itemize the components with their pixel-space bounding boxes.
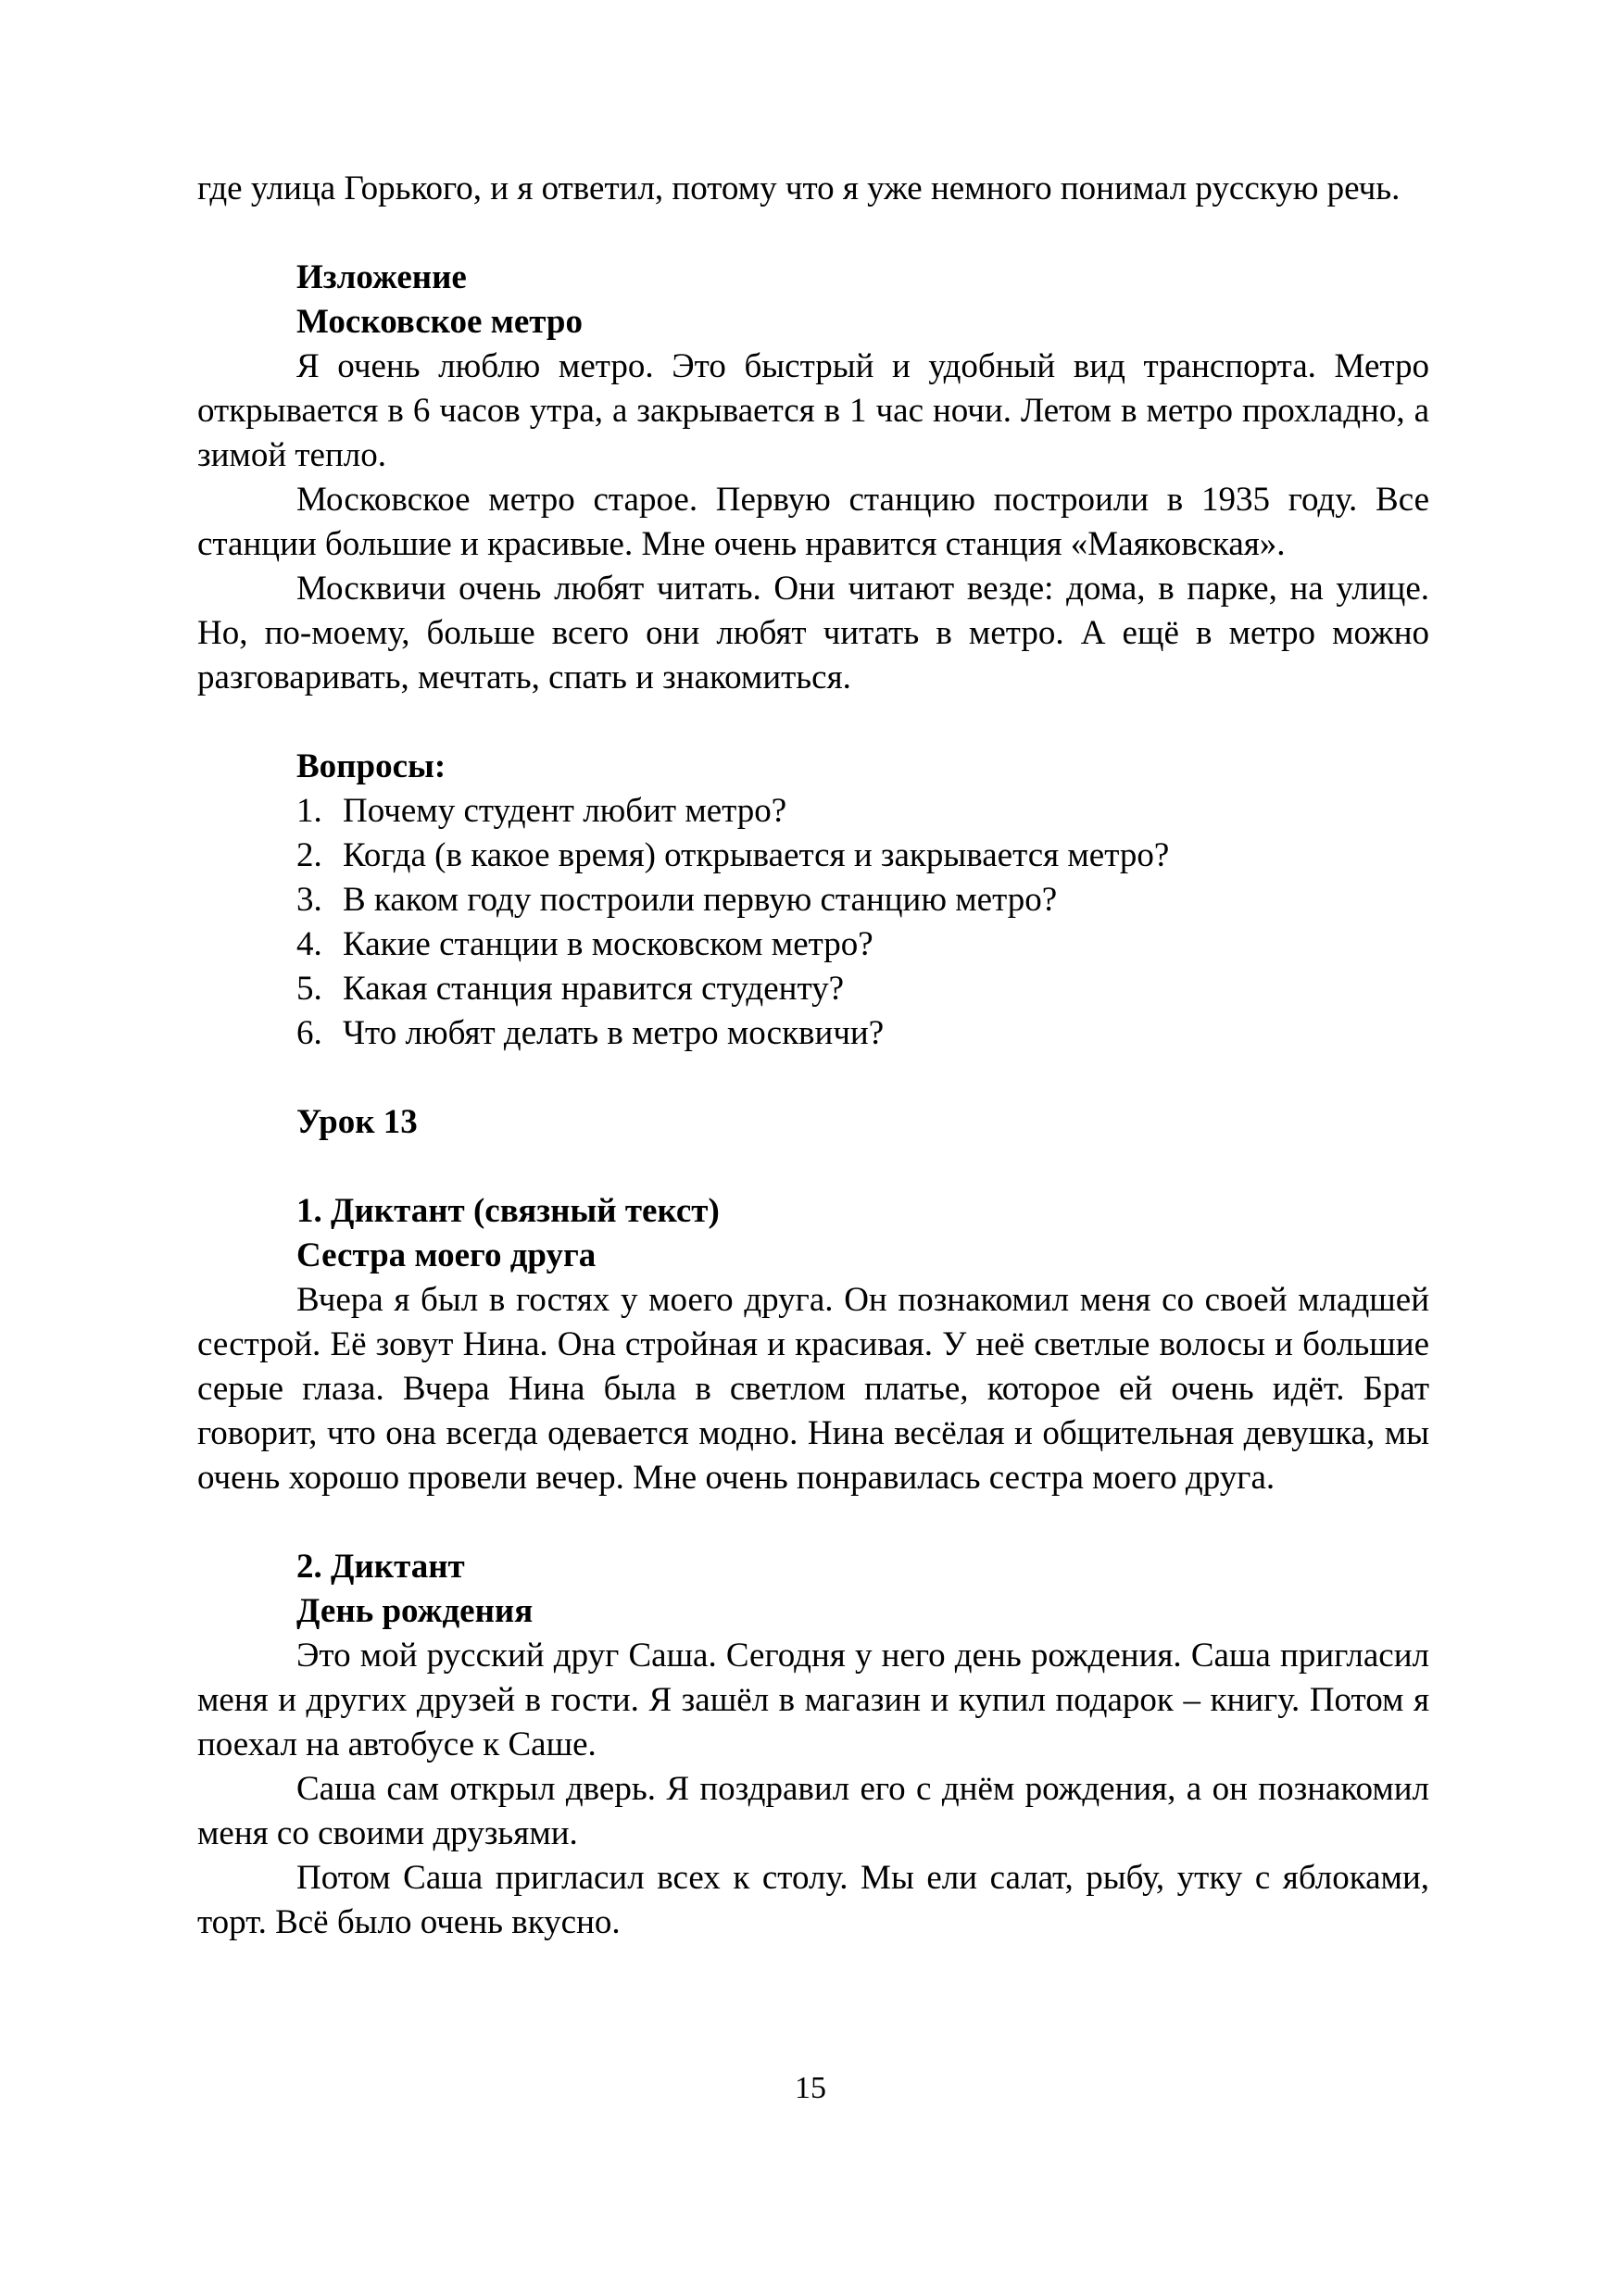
dictation1-label: 1. Диктант (связный текст) <box>296 1192 720 1230</box>
list-item-text: Какая станция нравится студенту? <box>343 970 845 1008</box>
list-item <box>296 878 1429 922</box>
section-title-metro: Московское метро <box>296 303 583 341</box>
spacer <box>197 1145 1429 1189</box>
list-item-number: 5. <box>296 970 322 1008</box>
paragraph: Московское метро старое. Первую станцию построили в 1935 году. Все станции большие и красивые. Мне очень нравится станция «Маяковская». <box>197 481 1429 563</box>
paragraph: Москвичи очень любят читать. Они читают везде: дома, в парке, на улице. Но, по-моему, больше всего они любят читать в метро. А ещё в метро можно разговаривать, мечтать, спать и знакомиться. <box>197 570 1429 696</box>
list-item-text: В каком году построили первую станцию метро? <box>343 881 1058 919</box>
list-item <box>296 789 1429 834</box>
intro-paragraph: где улица Горького, и я ответил, потому что я уже немного понимал русскую речь. <box>197 169 1401 207</box>
paragraph: Я очень люблю метро. Это быстрый и удобный вид транспорта. Метро открывается в 6 часов утра, а закрывается в 1 час ночи. Летом в метро прохладно, а зимой тепло. <box>197 347 1429 474</box>
list-item <box>296 967 1429 1011</box>
page-content <box>197 167 1429 1945</box>
list-item <box>296 922 1429 967</box>
list-item-number: 3. <box>296 881 322 919</box>
list-item-text: Какие станции в московском метро? <box>343 925 873 963</box>
list-item-text: Почему студент любит метро? <box>343 792 787 830</box>
list-item <box>296 834 1429 878</box>
list-item-number: 2. <box>296 836 322 874</box>
list-item-text: Когда (в какое время) открывается и закрывается метро? <box>343 836 1170 874</box>
paragraph: Это мой русский друг Саша. Сегодня у него день рождения. Саша пригласил меня и других друзей в гости. Я зашёл в магазин и купил подарок – книгу. Потом я поехал на автобусе к Саше. <box>197 1637 1429 1763</box>
spacer <box>197 1500 1429 1545</box>
dictation2-title: День рождения <box>296 1592 534 1630</box>
page-number: 15 <box>795 2071 826 2105</box>
lesson-title: Урок 13 <box>296 1103 418 1141</box>
paragraph: Вчера я был в гостях у моего друга. Он познакомил меня со своей младшей сестрой. Её зовут Нина. Она стройная и красивая. У неё светлые волосы и большие серые глаза. Вчера Нина была в светлом платье, которое ей очень идёт. Брат говорит, что она всегда одевается модно. Нина весёлая и общительная девушка, мы очень хорошо провели вечер. Мне очень понравилась сестра моего друга. <box>197 1281 1429 1497</box>
paragraph: Потом Саша пригласил всех к столу. Мы ели салат, рыбу, утку с яблоками, торт. Всё было очень вкусно. <box>197 1859 1429 1941</box>
spacer <box>197 1056 1429 1100</box>
paragraph: Саша сам открыл дверь. Я поздравил его с днём рождения, а он познакомил меня со своими друзьями. <box>197 1770 1429 1852</box>
questions-label: Вопросы: <box>296 747 446 785</box>
spacer <box>197 700 1429 745</box>
questions-list <box>197 789 1429 1056</box>
section-label-izlozhenie: Изложение <box>296 258 467 296</box>
spacer <box>197 211 1429 256</box>
list-item-number: 6. <box>296 1014 322 1052</box>
list-item <box>296 1011 1429 1056</box>
list-item-number: 1. <box>296 792 322 830</box>
dictation1-title: Сестра моего друга <box>296 1236 597 1274</box>
list-item-text: Что любят делать в метро москвичи? <box>343 1014 885 1052</box>
dictation2-label: 2. Диктант <box>296 1548 465 1586</box>
list-item-number: 4. <box>296 925 322 963</box>
